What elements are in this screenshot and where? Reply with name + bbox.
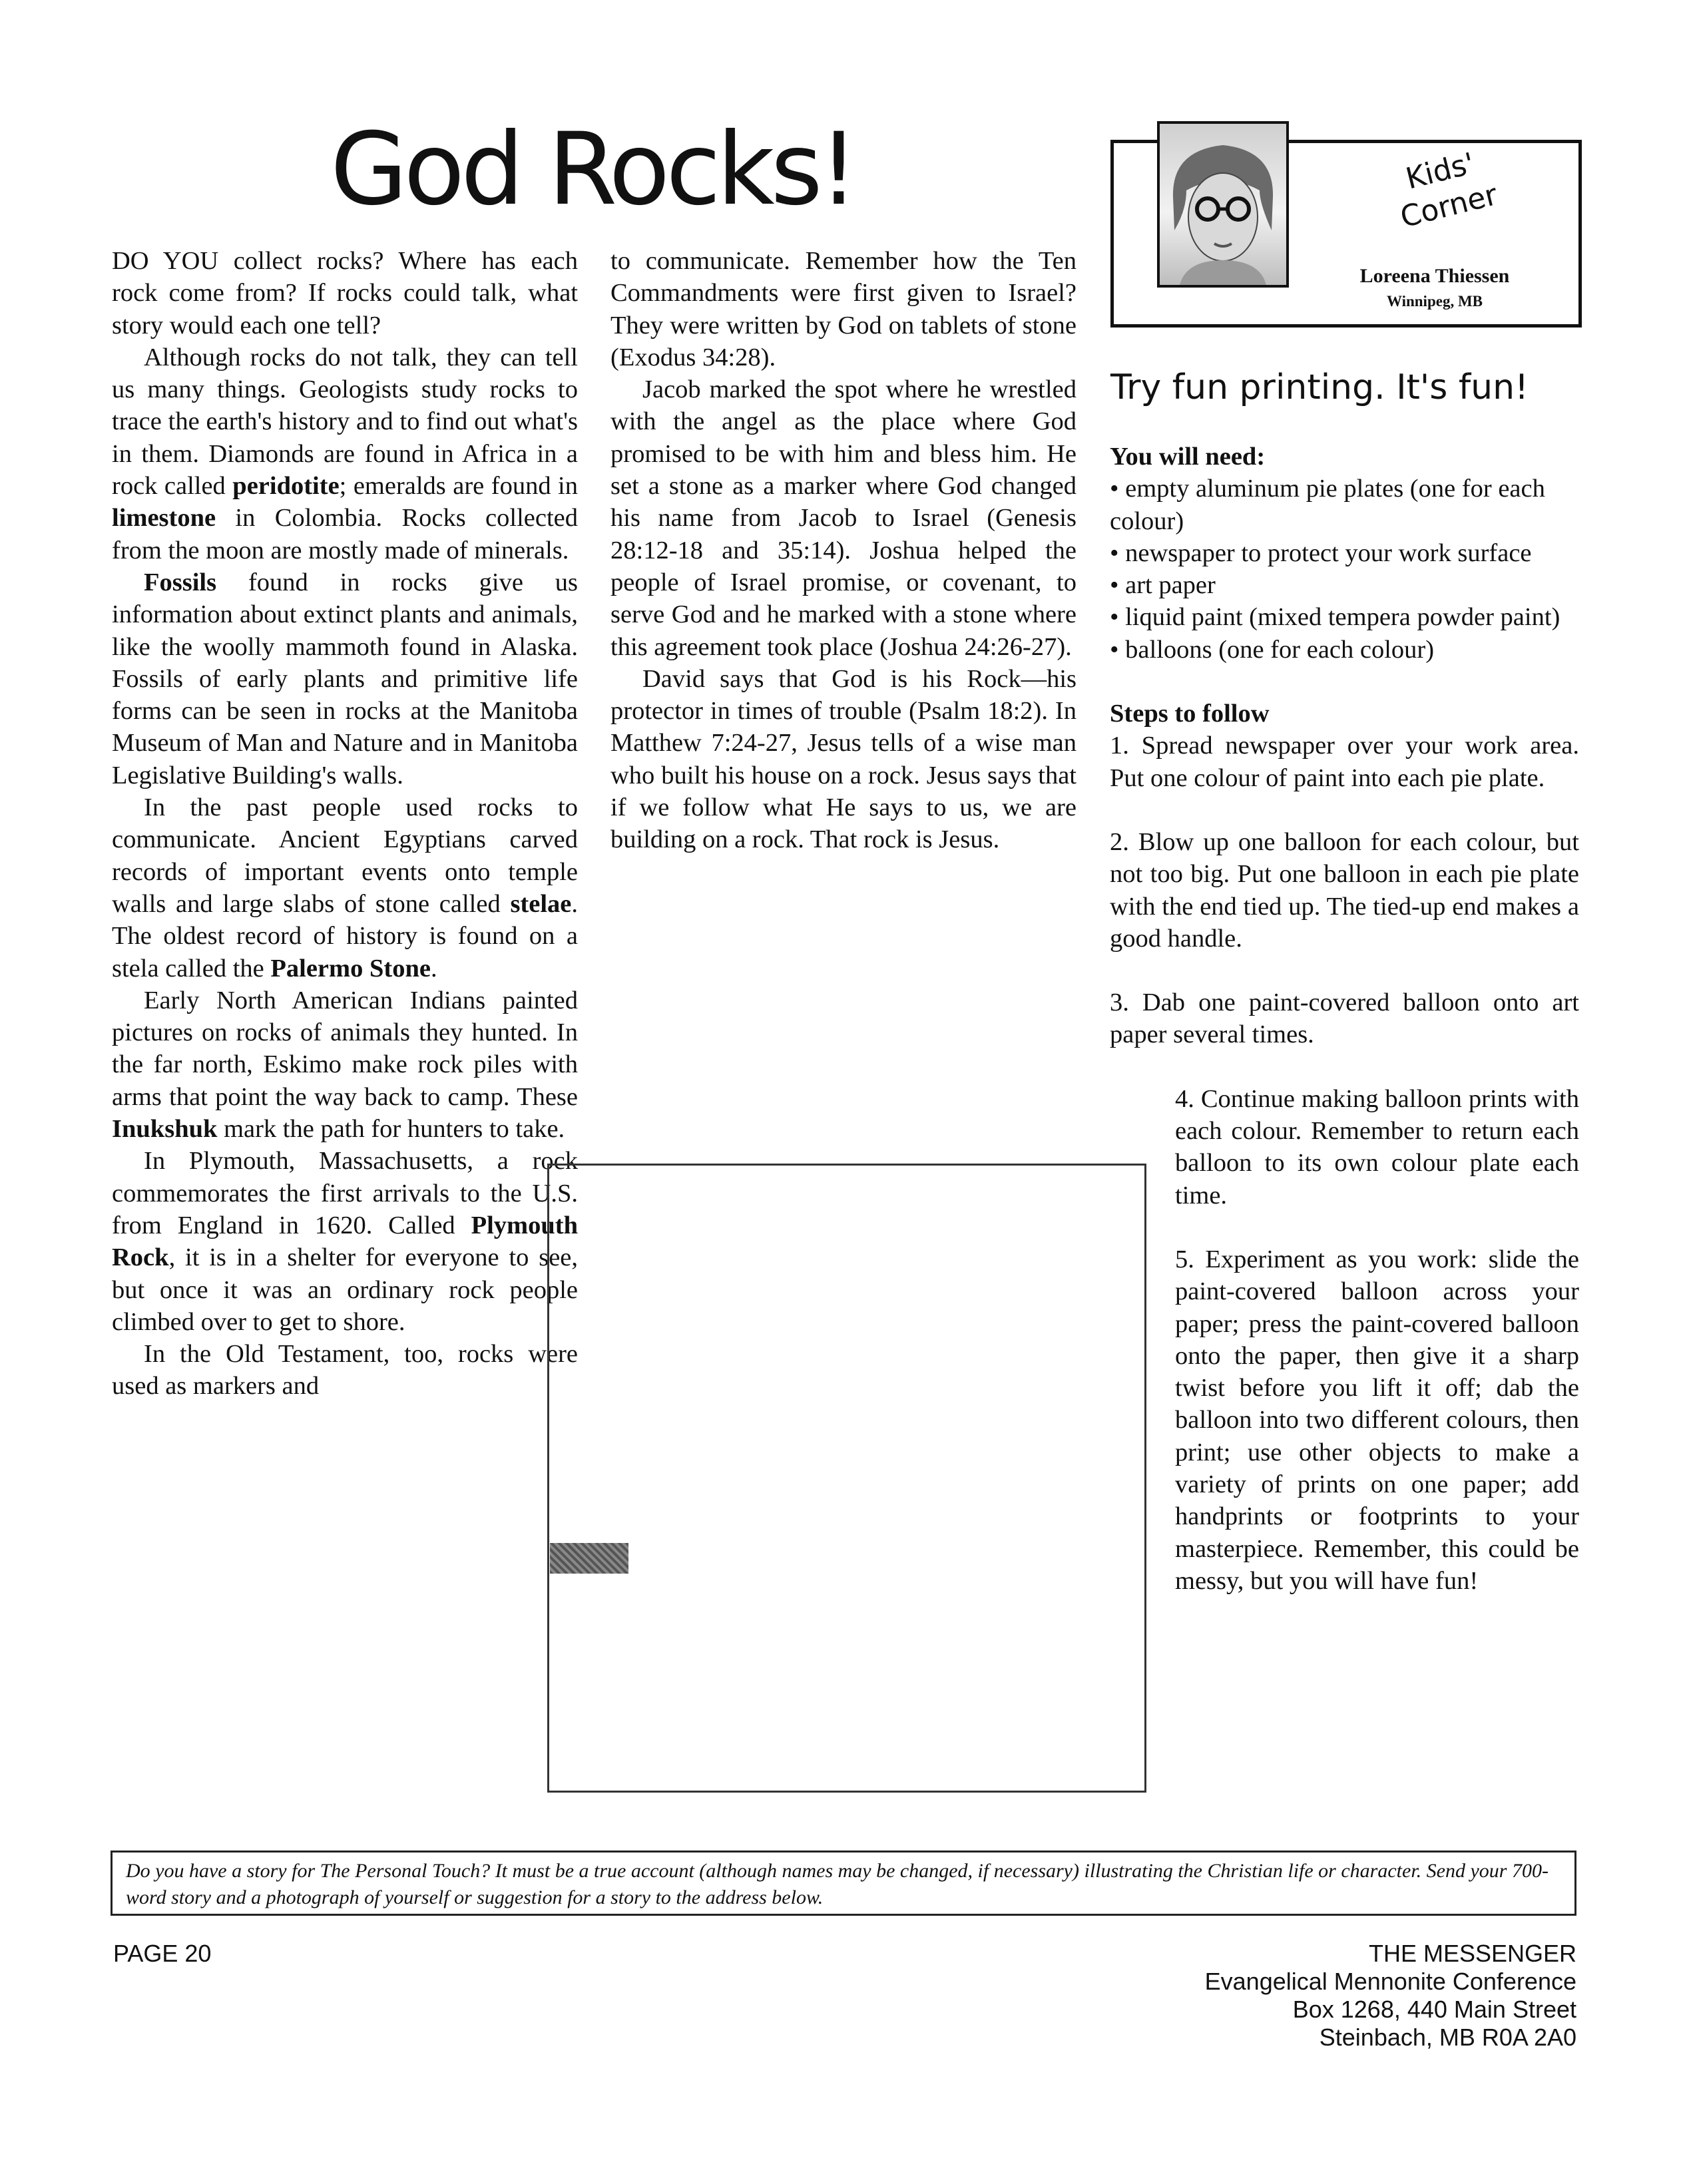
- step-item: 5. Experiment as you work: slide the paint-covered balloon across your paper; press the paint-covered balloon onto the paper, then give it a sharp twist before you lift it off; dab the balloon into two different colours, then print; use other objects to make a variety of prints on one paper; add handprints or footprints to your masterpiece. Remember, this could be messy, but you will have fun!: [1175, 1245, 1579, 1595]
- address-line: Steinbach, MB R0A 2A0: [1319, 2024, 1576, 2051]
- need-item: • empty aluminum pie plates (one for each colour): [1110, 475, 1545, 535]
- activity-heading: Try fun printing. It's fun!: [1110, 367, 1529, 407]
- paragraph: In the past people used rocks to communicate. Ancient Egyptians carved records of important events onto temple walls and large slabs of stone called stelae. The oldest record of history is found on a stela called the Palermo Stone.: [112, 793, 578, 983]
- need-item: • art paper: [1110, 571, 1216, 600]
- need-item: • balloons (one for each colour): [1110, 635, 1435, 664]
- need-item: • liquid paint (mixed tempera powder paint): [1110, 603, 1561, 632]
- illustration-frame: [547, 1164, 1146, 1793]
- paragraph: Although rocks do not talk, they can tell us many things. Geologists study rocks to trace the earth's history and to find out what's in them. Diamonds are found in Africa in a rock called peridotite; emeralds are found in limestone in Colombia. Rocks collected from the moon are mostly made of minerals.: [112, 343, 578, 564]
- author-name: Loreena Thiessen: [1359, 265, 1510, 287]
- paragraph: In the Old Testament, too, rocks were used as markers and: [112, 1340, 578, 1401]
- paragraph: DO YOU collect rocks? Where has each rock come from? If rocks could talk, what story would each one tell?: [112, 247, 578, 339]
- author-city: Winnipeg, MB: [1387, 293, 1483, 310]
- page-title: God Rocks!: [330, 112, 855, 228]
- step-item: 4. Continue making balloon prints with each colour. Remember to return each balloon to its own colour plate each time.: [1175, 1084, 1579, 1209]
- address-line: Box 1268, 440 Main Street: [1292, 1996, 1576, 2023]
- submission-note: Do you have a story for The Personal Touch? It must be a true account (although names may be changed, if necessary) illustrating the Christian life or character. Send your 700-word story and a photograph of yourself or suggestion for a story to the address below.: [111, 1851, 1576, 1916]
- step-item: 2. Blow up one balloon for each colour, but not too big. Put one balloon in each pie plate with the end tied up. The tied-up end makes a good handle.: [1110, 827, 1579, 953]
- activity-column: [1110, 441, 1579, 1597]
- address-line: Evangelical Mennonite Conference: [1204, 1968, 1576, 1995]
- article-column-2: [610, 245, 1077, 856]
- texture-swatch: [550, 1543, 628, 1574]
- address-line: THE MESSENGER: [1368, 1940, 1576, 1967]
- step-item: 3. Dab one paint-covered balloon onto art paper several times.: [1110, 988, 1579, 1049]
- steps-heading: Steps to follow: [1110, 700, 1270, 728]
- step-item: 1. Spread newspaper over your work area. Put one colour of paint into each pie plate.: [1110, 732, 1579, 792]
- kids-corner-label: Kids' Corner: [1397, 146, 1501, 235]
- paragraph: Early North American Indians painted pictures on rocks of animals they hunted. In the far north, Eskimo make rock piles with arms that point the way back to camp. These Inukshuk mark the path for hunters to take.: [112, 986, 578, 1144]
- needs-heading: You will need:: [1110, 443, 1266, 471]
- author-photo: [1157, 121, 1289, 288]
- paragraph: to communicate. Remember how the Ten Commandments were first given to Israel? They were written by God on tablets of stone (Exodus 34:28).: [610, 247, 1077, 371]
- paragraph: In Plymouth, Massachusetts, a rock commemorates the first arrivals to the U.S. from England in 1620. Called Plymouth Rock, it is in a shelter for everyone to see, but once it was an ordinary rock people climbed over to get to shore.: [112, 1147, 578, 1336]
- paragraph: Jacob marked the spot where he wrestled with the angel as the place where God promised to be with him and bless him. He set a stone as a marker where God changed his name from Jacob to Israel (Genesis 28:12-18 and 35:14). Joshua helped the people of Israel promise, or covenant, to serve God and he marked with a stone where this agreement took place (Joshua 24:26-27).: [610, 375, 1077, 661]
- need-item: • newspaper to protect your work surface: [1110, 539, 1532, 567]
- publisher-address: [1039, 1940, 1576, 2052]
- page-number: PAGE 20: [113, 1940, 212, 1967]
- paragraph: David says that God is his Rock—his protector in times of trouble (Psalm 18:2). In Matthew 7:24-27, Jesus tells of a wise man who built his house on a rock. Jesus says that if we follow what He says to us, we are building on a rock. That rock is Jesus.: [610, 664, 1077, 854]
- paragraph: Fossils found in rocks give us information about extinct plants and animals, like the woolly mammoth found in Alaska. Fossils of early plants and primitive life forms can be seen in rocks at the Manitoba Museum of Man and Nature and in Manitoba Legislative Building's walls.: [112, 568, 578, 789]
- article-column-1: [112, 245, 578, 1403]
